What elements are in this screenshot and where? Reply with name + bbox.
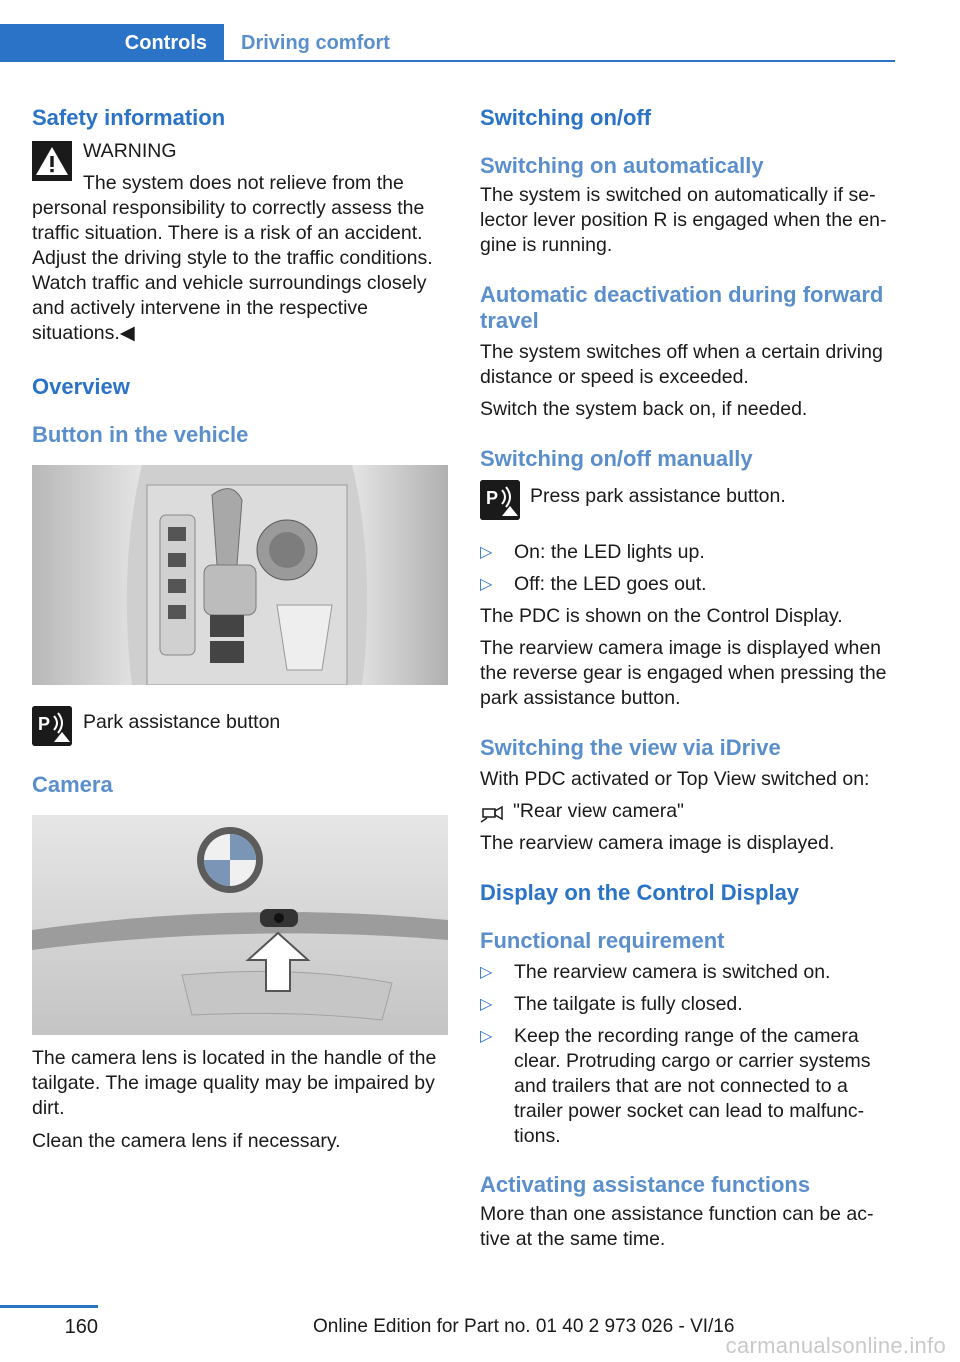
center-console-image bbox=[32, 465, 448, 685]
manual-press-text: Press park assistance button. bbox=[530, 485, 786, 507]
list-item: ▷ The rearview camera is switched on. bbox=[480, 961, 831, 983]
idrive-text: With PDC activated or Top View switched on: bbox=[480, 768, 870, 790]
rear-view-camera-icon bbox=[480, 801, 506, 823]
rear-view-result: The rearview camera image is displayed. bbox=[480, 832, 835, 854]
warning-label: WARNING bbox=[83, 140, 177, 162]
manual-list bbox=[480, 540, 896, 597]
assist-text: More than one assistance function can be active at the same time. bbox=[480, 1203, 874, 1250]
bullet-triangle-icon: ▷ bbox=[480, 964, 493, 981]
manual-press-row bbox=[480, 484, 896, 524]
tab-controls[interactable]: Controls bbox=[0, 24, 224, 62]
camera-clean-text: Clean the camera lens if necessary. bbox=[32, 1130, 341, 1152]
bullet-triangle-icon: ▷ bbox=[480, 544, 493, 561]
tailgate-camera-photo bbox=[32, 815, 448, 1035]
safety-heading: Safety information bbox=[32, 105, 226, 130]
bullet-triangle-icon: ▷ bbox=[480, 996, 493, 1013]
warning-icon bbox=[32, 141, 72, 181]
bullet-triangle-icon: ▷ bbox=[480, 576, 493, 593]
idrive-heading: Switching the view via iDrive bbox=[480, 735, 781, 760]
center-console-photo bbox=[32, 465, 448, 685]
list-item: ▷ Off: the LED goes out. bbox=[480, 573, 707, 595]
display-heading: Display on the Control Display bbox=[480, 880, 800, 905]
bullet-triangle-icon: ▷ bbox=[480, 1028, 493, 1045]
park-assistance-caption-row bbox=[32, 710, 448, 750]
park-assistance-icon bbox=[32, 706, 72, 746]
pdc-text: The PDC is shown on the Control Display. bbox=[480, 605, 843, 627]
assist-heading: Activating assistance functions bbox=[480, 1172, 811, 1197]
functional-heading: Functional requirement bbox=[480, 928, 725, 953]
overview-heading: Overview bbox=[32, 374, 130, 399]
auto-on-heading: Switching on automatically bbox=[480, 153, 764, 178]
warning-text: personal responsibility to correctly assess the traffic situation. There is a risk of an accident. Adjust the driving style to the traffic conditions. Watch traffic and vehicle surroundings closely and actively intervene in the respective situations.◀ bbox=[32, 197, 433, 344]
svg-text:P: P bbox=[38, 714, 51, 734]
chapter-header bbox=[0, 24, 895, 62]
auto-off-text: The system switches off when a certain driving distance or speed is exceeded. bbox=[480, 341, 883, 388]
page-number: 160 bbox=[64, 1316, 98, 1338]
auto-off-text-2: Switch the system back on, if needed. bbox=[480, 398, 808, 420]
watermark: carmanualsonline.info bbox=[725, 1333, 946, 1358]
page-number-bar bbox=[0, 1305, 98, 1308]
rearview-text: The rearview camera image is displayed when the reverse gear is engaged when pressing the park assistance button. bbox=[480, 637, 887, 709]
tab-driving-comfort[interactable]: Driving comfort bbox=[241, 31, 390, 54]
right-column bbox=[480, 100, 896, 1252]
warning-text-first: The system does not relieve from the bbox=[83, 172, 404, 194]
rear-view-row bbox=[480, 799, 896, 824]
warning-block bbox=[32, 139, 448, 346]
list-item: ▷ Keep the recording range of the camera clear. Protruding cargo or carrier systems and trailers that are not connected to a trailer power socket can lead to malfunctions. bbox=[480, 1025, 871, 1147]
left-column bbox=[32, 100, 448, 1154]
camera-heading: Camera bbox=[32, 772, 113, 797]
park-assistance-icon bbox=[480, 480, 520, 520]
manual-heading: Switching on/off manually bbox=[480, 446, 753, 471]
switching-heading: Switching on/off bbox=[480, 105, 652, 130]
button-in-vehicle-heading: Button in the vehicle bbox=[32, 422, 249, 447]
rear-view-label: "Rear view camera" bbox=[513, 800, 684, 822]
tailgate-camera-image bbox=[32, 815, 448, 1035]
park-assistance-caption: Park assistance button bbox=[83, 711, 281, 733]
svg-text:P: P bbox=[486, 488, 499, 508]
list-item: ▷ On: the LED lights up. bbox=[480, 541, 705, 563]
list-item: ▷ The tailgate is fully closed. bbox=[480, 993, 743, 1015]
auto-on-text: The system is switched on automatically if selector lever position R is engaged when the engine is running. bbox=[480, 184, 887, 256]
edition-footer: Online Edition for Part no. 01 40 2 973 026 - VI/16 bbox=[313, 1316, 735, 1337]
functional-list bbox=[480, 960, 896, 1149]
camera-lens-text: The camera lens is located in the handle of the tailgate. The image quality may be impaired by dirt. bbox=[32, 1047, 437, 1119]
auto-off-heading: Automatic deactivation during forward travel bbox=[480, 282, 884, 333]
